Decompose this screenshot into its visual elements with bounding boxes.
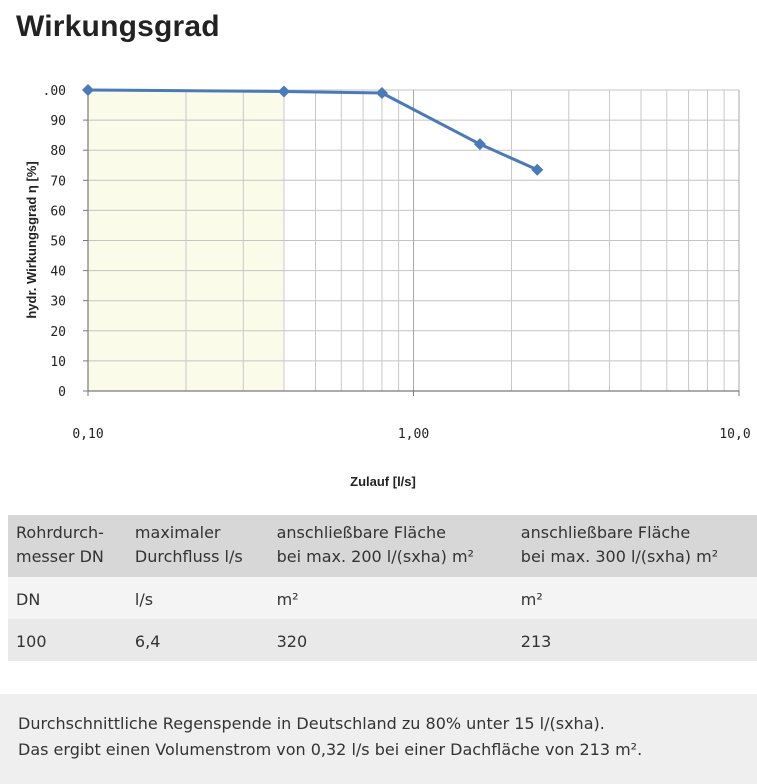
x-tick-label: 1,00 (397, 427, 430, 442)
footnote-line-2: Das ergibt einen Volumenstrom von 0,32 l/s bei einer Dachfläche von 213 m². (18, 740, 643, 759)
y-tick-label: 0 (58, 385, 66, 400)
table-row-units (8, 577, 757, 619)
value-cell: 6,4 (127, 619, 269, 661)
table-header-row (8, 515, 757, 577)
header-max-flow (127, 515, 269, 577)
y-tick-label: 60 (50, 204, 66, 220)
header-diameter (8, 515, 127, 577)
header-area-300-line1: anschließbare Fläche (520, 523, 691, 542)
unit-cell: m² (269, 577, 513, 619)
x-tick-label: 10,0 (719, 427, 751, 442)
header-diameter-line1: Rohrdurch- (16, 523, 104, 542)
value-cell: 213 (513, 619, 757, 661)
header-area-300-line2: bei max. 300 l/(sxha) m² (520, 547, 719, 566)
y-tick-label: 80 (50, 144, 66, 160)
y-tick-label: 70 (50, 174, 66, 190)
y-tick-label: .00 (42, 84, 66, 99)
value-cell: 100 (8, 619, 127, 661)
grid (88, 90, 739, 391)
x-tick-label: 0,10 (72, 427, 104, 442)
header-area-200 (269, 515, 513, 577)
footnote-line-1: Durchschnittliche Regenspende in Deutschland zu 80% unter 15 l/(sxha). (18, 714, 605, 733)
header-diameter-line2: messer DN (16, 547, 104, 566)
header-area-200-line2: bei max. 200 l/(sxha) m² (276, 547, 474, 566)
value-cell: 320 (269, 619, 513, 661)
y-tick-label: 40 (50, 264, 66, 280)
efficiency-chart (0, 70, 757, 500)
header-area-300 (513, 515, 757, 577)
y-tick-label: 90 (50, 114, 66, 130)
header-max-flow-line2: Durchfluss l/s (134, 547, 243, 566)
x-axis-label: Zulauf [l/s] (350, 474, 416, 489)
flow-table (8, 515, 757, 661)
y-tick-label: 10 (50, 354, 66, 370)
unit-cell: DN (8, 577, 127, 619)
unit-cell: l/s (127, 577, 269, 619)
y-tick-label: 20 (50, 324, 66, 340)
table-row-values (8, 619, 757, 661)
footnote (0, 694, 757, 784)
y-tick-label: 30 (50, 294, 66, 310)
y-tick-label: 50 (50, 234, 66, 250)
y-axis-label: hydr. Wirkungsgrad η [%] (24, 161, 39, 319)
unit-cell: m² (513, 577, 757, 619)
header-area-200-line1: anschließbare Fläche (276, 523, 446, 542)
page-title: Wirkungsgrad (16, 10, 220, 43)
header-max-flow-line1: maximaler (134, 523, 221, 542)
